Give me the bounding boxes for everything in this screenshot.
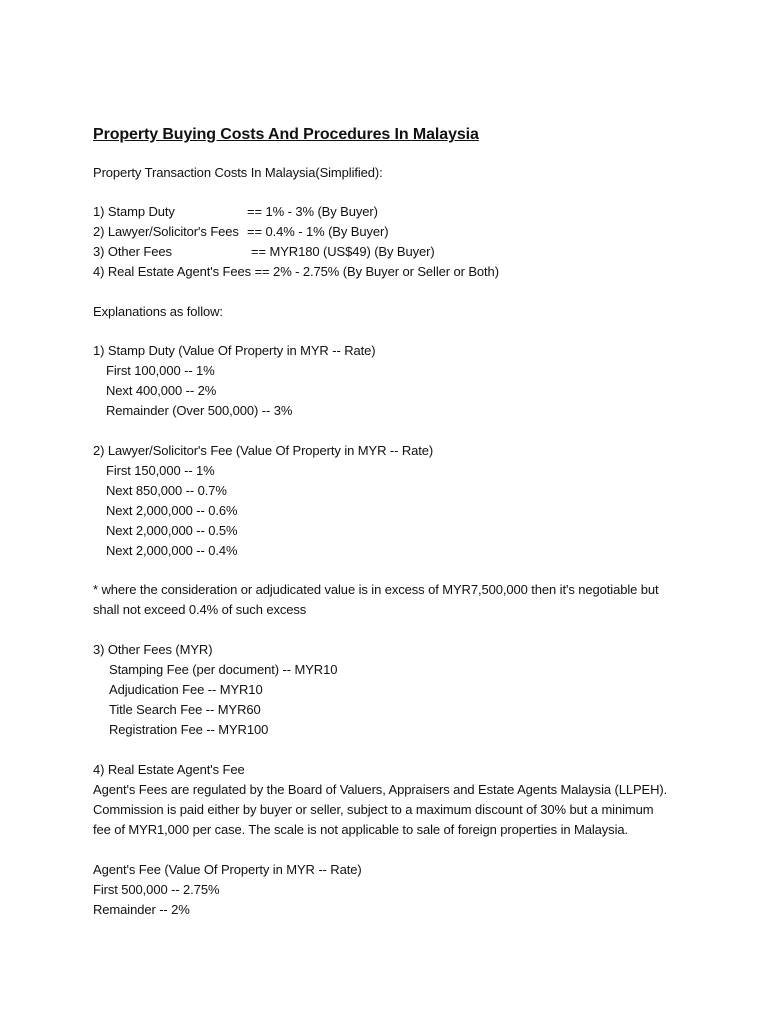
stamp-duty-row: First 100,000 -- 1% xyxy=(106,363,215,378)
lawyer-fee-row: Next 2,000,000 -- 0.6% xyxy=(106,503,238,518)
lawyer-fee-row: Next 850,000 -- 0.7% xyxy=(106,483,227,498)
stamp-duty-heading: 1) Stamp Duty (Value Of Property in MYR -- Rate) xyxy=(93,343,376,358)
agent-fee-paragraph-line: Agent's Fees are regulated by the Board of Valuers, Appraisers and Estate Agents Malaysia (LLPEH). xyxy=(93,782,668,797)
summary-value: == 0.4% - 1% (By Buyer) xyxy=(247,224,389,239)
summary-value: == 1% - 3% (By Buyer) xyxy=(247,204,378,219)
summary-value: == 2% - 2.75% (By Buyer or Seller or Both) xyxy=(254,264,499,279)
intro-text: Property Transaction Costs In Malaysia(Simplified): xyxy=(93,165,383,180)
other-fees-row: Registration Fee -- MYR100 xyxy=(109,722,269,737)
document-title: Property Buying Costs And Procedures In Malaysia xyxy=(93,126,479,143)
other-fees-row: Stamping Fee (per document) -- MYR10 xyxy=(109,662,338,677)
summary-item-lawyer-fees xyxy=(93,222,693,242)
summary-label: 1) Stamp Duty xyxy=(93,204,175,219)
stamp-duty-row: Next 400,000 -- 2% xyxy=(106,383,217,398)
other-fees-heading: 3) Other Fees (MYR) xyxy=(93,642,213,657)
note-line: shall not exceed 0.4% of such excess xyxy=(93,602,307,617)
agent-fee-heading: 4) Real Estate Agent's Fee xyxy=(93,762,245,777)
agent-fee-row: Remainder -- 2% xyxy=(93,902,190,917)
other-fees-row: Title Search Fee -- MYR60 xyxy=(109,702,261,717)
lawyer-fee-row: First 150,000 -- 1% xyxy=(106,463,215,478)
summary-item-other-fees xyxy=(93,242,693,262)
agent-fee-table-heading: Agent's Fee (Value Of Property in MYR -- Rate) xyxy=(93,862,362,877)
stamp-duty-row: Remainder (Over 500,000) -- 3% xyxy=(106,403,293,418)
explanations-heading: Explanations as follow: xyxy=(93,304,223,319)
lawyer-fee-row: Next 2,000,000 -- 0.5% xyxy=(106,523,238,538)
summary-label: 2) Lawyer/Solicitor's Fees xyxy=(93,224,239,239)
summary-label: 4) Real Estate Agent's Fees xyxy=(93,264,252,279)
summary-item-agent-fees xyxy=(93,262,693,282)
agent-fee-paragraph-line: Commission is paid either by buyer or seller, subject to a maximum discount of 30% but a minimum xyxy=(93,802,654,817)
other-fees-row: Adjudication Fee -- MYR10 xyxy=(109,682,263,697)
summary-item-stamp-duty xyxy=(93,202,693,222)
summary-value: == MYR180 (US$49) (By Buyer) xyxy=(251,244,435,259)
agent-fee-paragraph-line: fee of MYR1,000 per case. The scale is not applicable to sale of foreign properties in Malaysia. xyxy=(93,822,629,837)
lawyer-fee-heading: 2) Lawyer/Solicitor's Fee (Value Of Property in MYR -- Rate) xyxy=(93,443,434,458)
summary-label: 3) Other Fees xyxy=(93,244,172,259)
lawyer-fee-row: Next 2,000,000 -- 0.4% xyxy=(106,543,238,558)
agent-fee-row: First 500,000 -- 2.75% xyxy=(93,882,220,897)
note-line: * where the consideration or adjudicated value is in excess of MYR7,500,000 then it's negotiable but xyxy=(93,582,659,597)
